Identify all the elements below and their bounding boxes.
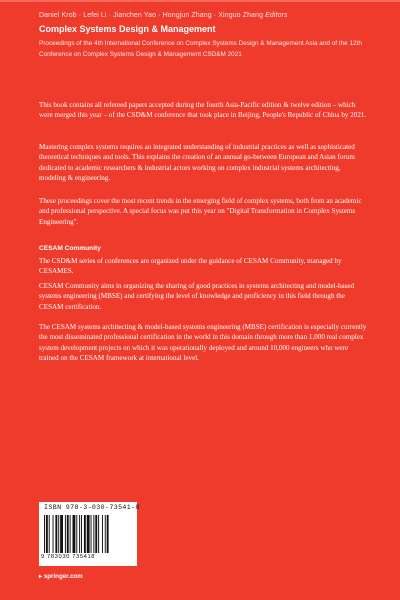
barcode-bar <box>102 515 103 553</box>
editors-suffix: Editors <box>265 12 288 19</box>
barcode-bar <box>46 515 48 553</box>
barcode-bar <box>65 515 66 553</box>
barcode-bar <box>98 515 99 553</box>
barcode-bar <box>44 515 45 553</box>
barcode-bar <box>67 515 69 553</box>
barcode-bar <box>76 515 77 553</box>
community-paragraph-3: The CESAM systems architecting & model-based systems engineering (MBSE) certification is especially currently the most disseminated professional certification in the world in this domain through more than 1,000 real complex system development projects on which it was operationally deployed and around 10,000 engineers who were trained on the CESAM framework at international level. <box>39 323 367 362</box>
barcode-bar <box>70 515 71 553</box>
isbn-label: ISBN 978-3-030-73541-8 <box>44 504 140 511</box>
barcode-bar <box>55 515 57 553</box>
intro-paragraph-3: These proceedings cover the most recent trends in the emerging field of complex systems, both from an academic and professional perspective. A special focus was put this year on "Digital Transformation in Complex Systems Engineering". <box>39 197 362 226</box>
barcode-bar <box>93 515 94 553</box>
barcode-bar <box>84 515 86 553</box>
book-title: Complex Systems Design & Management <box>39 24 216 34</box>
intro-paragraph-1: This book contains all refereed papers accepted during the fourth Asia-Pacific edition & twelve edition – which were merged this year – of the CSD&M conference that took place in Beijing, People's Republic of China by 2021. <box>39 101 367 120</box>
barcode-bar <box>87 515 90 553</box>
barcode-bar <box>79 515 80 553</box>
community-paragraph-1: The CSD&M series of conferences are organized under the guidance of CESAM Community, managed by CESAMES. <box>39 257 342 276</box>
community-heading: CESAM Community <box>39 245 101 252</box>
book-subtitle: Proceedings of the 4th International Conference on Complex Systems Design & Management Asia and of the 12th Conference on Complex Systems Design & Management CSD&M 2021 <box>39 40 362 58</box>
community-paragraph-2: CESAM Community aims in organizing the sharing of good practices in systems architecting and model-based systems engineering (MBSE) and certifying the level of knowledge and proficiency in this field through the CESAM certification. <box>39 282 355 311</box>
barcode-number: 9 783030 735418 <box>41 554 96 560</box>
springer-url[interactable]: ▸ springer.com <box>39 573 83 580</box>
top-rule <box>0 0 400 2</box>
editors-line <box>39 12 288 19</box>
editors-names: Daniel Krob · Lefei Li · Jianchen Yao · Hongjun Zhang · Xinguo Zhang <box>39 12 264 19</box>
barcode-bar <box>105 515 106 553</box>
barcode <box>39 502 140 566</box>
barcode-bar <box>49 515 50 553</box>
barcode-bar <box>73 515 76 553</box>
intro-paragraph-2: Mastering complex systems requires an integrated understanding of industrial practices as well as sophisticated theoretical techniques and tools. This explains the creation of an annual go-between European and Asian forum dedicated to academic researchers & industrial actors working on complex industrial systems architecting, modeling & engineering. <box>39 143 355 182</box>
barcode-bar <box>60 515 63 553</box>
barcode-bar <box>91 515 92 553</box>
barcode-bars <box>44 515 132 553</box>
barcode-bar <box>81 515 82 553</box>
barcode-bar <box>95 515 97 553</box>
barcode-bar <box>107 515 109 553</box>
barcode-bar <box>58 515 59 553</box>
barcode-bar <box>53 515 54 553</box>
